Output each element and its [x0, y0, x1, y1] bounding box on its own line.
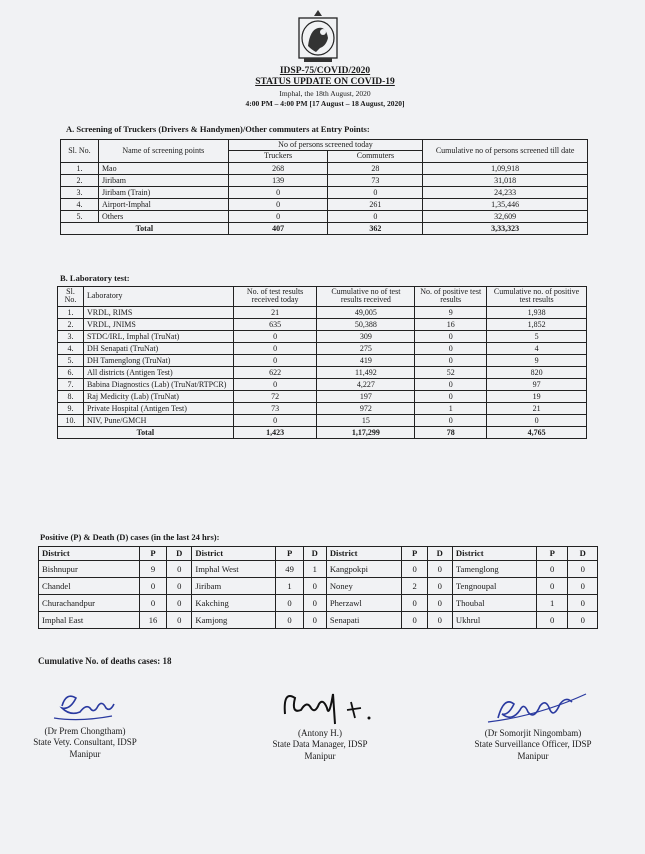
- positive-cell: 0: [536, 561, 568, 578]
- district-cell: Jiribam: [192, 578, 276, 595]
- col-positive-results: No. of positive test results: [415, 287, 487, 307]
- signatory-role: State Data Manager, IDSP: [272, 739, 368, 750]
- lab-cell: Private Hospital (Antigen Test): [83, 402, 233, 414]
- table-row: [39, 578, 598, 595]
- total-commuters: 362: [328, 222, 423, 234]
- total-cumulative: 1,17,299: [317, 426, 415, 438]
- positive-cell: 0: [415, 390, 487, 402]
- sl-cell: 9.: [58, 402, 84, 414]
- col-cumulative-screened: Cumulative no of persons screened till date: [423, 140, 588, 163]
- death-cell: 0: [427, 595, 452, 612]
- col-sl-no: Sl. No.: [61, 140, 99, 163]
- death-cell: 0: [167, 612, 192, 629]
- death-cell: 0: [303, 612, 326, 629]
- positive-cell: 0: [402, 612, 427, 629]
- lab-cell: DH Tamenglong (TruNat): [83, 354, 233, 366]
- total-cum-positive: 4,765: [487, 426, 587, 438]
- lab-cell: DH Senapati (TruNat): [83, 342, 233, 354]
- cumulative-cell: 50,388: [317, 318, 415, 330]
- signature-block-3: [438, 688, 628, 762]
- signatory-place: Manipur: [517, 750, 549, 761]
- positive-cell: 1: [276, 578, 303, 595]
- today-cell: 0: [233, 330, 317, 342]
- district-cell: Churachandpur: [39, 595, 140, 612]
- col-laboratory: Laboratory: [83, 287, 233, 307]
- sl-cell: 4.: [61, 198, 99, 210]
- handwritten-signature-icon: [255, 684, 385, 728]
- laboratory-table: [57, 286, 587, 439]
- positive-cell: 52: [415, 366, 487, 378]
- positive-cell: 0: [536, 578, 568, 595]
- signatory-role: State Vety. Consultant, IDSP: [33, 737, 137, 748]
- today-cell: 72: [233, 390, 317, 402]
- positive-cell: 2: [402, 578, 427, 595]
- table-row: [61, 210, 588, 222]
- cases-header-row: [39, 547, 598, 561]
- sl-cell: 1.: [58, 306, 84, 318]
- reference-number: IDSP-75/COVID/2020: [279, 66, 371, 76]
- col-cumulative-positive: Cumulative no. of positive test results: [487, 287, 587, 307]
- col-district: District: [326, 547, 402, 561]
- cumulative-cell: 4,227: [317, 378, 415, 390]
- total-label: Total: [58, 426, 234, 438]
- death-cell: 0: [568, 561, 598, 578]
- commuters-cell: 0: [328, 186, 423, 198]
- positive-cell: 0: [536, 612, 568, 629]
- col-death: D: [167, 547, 192, 561]
- lab-cell: VRDL, JNIMS: [83, 318, 233, 330]
- col-results-today: No. of test results received today: [233, 287, 317, 307]
- state-emblem-icon: [296, 8, 340, 66]
- death-cell: 0: [303, 578, 326, 595]
- positive-cell: 0: [415, 378, 487, 390]
- positive-cell: 16: [139, 612, 166, 629]
- col-truckers: Truckers: [228, 151, 328, 162]
- total-positive: 78: [415, 426, 487, 438]
- table-row: [61, 186, 588, 198]
- col-sl-no: Sl. No.: [58, 287, 84, 307]
- col-death: D: [568, 547, 598, 561]
- cumulative-cell: 32,609: [423, 210, 588, 222]
- death-cell: 0: [427, 578, 452, 595]
- col-district: District: [192, 547, 276, 561]
- cum-positive-cell: 19: [487, 390, 587, 402]
- table-row: [58, 378, 587, 390]
- truckers-cell: 268: [228, 162, 328, 174]
- sl-cell: 2.: [58, 318, 84, 330]
- positive-cell: 0: [415, 342, 487, 354]
- commuters-cell: 73: [328, 174, 423, 186]
- truckers-cell: 0: [228, 186, 328, 198]
- today-cell: 0: [233, 342, 317, 354]
- positive-cell: 1: [536, 595, 568, 612]
- death-cell: 0: [167, 561, 192, 578]
- cumulative-deaths: Cumulative No. of deaths cases: 18: [38, 656, 172, 666]
- district-cell: Ukhrul: [452, 612, 536, 629]
- table-row: [58, 402, 587, 414]
- section-a-title: A. Screening of Truckers (Drivers & Handymen)/Other commuters at Entry Points:: [66, 124, 370, 134]
- col-screened-today: No of persons screened today: [228, 140, 423, 151]
- section-c-title: Positive (P) & Death (D) cases (in the last 24 hrs):: [40, 532, 220, 542]
- col-commuters: Commuters: [328, 151, 423, 162]
- today-cell: 0: [233, 414, 317, 426]
- death-cell: 0: [167, 578, 192, 595]
- sl-cell: 6.: [58, 366, 84, 378]
- col-positive: P: [139, 547, 166, 561]
- signatory-name: (Dr Prem Chongtham): [44, 726, 126, 736]
- district-cell: Tengnoupal: [452, 578, 536, 595]
- positive-cell: 0: [276, 612, 303, 629]
- lab-cell: NIV, Pune/GMCH: [83, 414, 233, 426]
- district-cell: Chandel: [39, 578, 140, 595]
- positive-cell: 0: [415, 354, 487, 366]
- signatory-place: Manipur: [69, 748, 101, 759]
- district-cell: Kamjong: [192, 612, 276, 629]
- signature-block-1: [10, 688, 160, 760]
- cumulative-cell: 1,09,918: [423, 162, 588, 174]
- col-positive: P: [536, 547, 568, 561]
- section-b-title: B. Laboratory test:: [60, 273, 130, 283]
- positive-cell: 0: [415, 414, 487, 426]
- sl-cell: 3.: [61, 186, 99, 198]
- cumulative-cell: 972: [317, 402, 415, 414]
- death-cell: 0: [303, 595, 326, 612]
- today-cell: 0: [233, 378, 317, 390]
- col-positive: P: [402, 547, 427, 561]
- cum-positive-cell: 97: [487, 378, 587, 390]
- district-cell: Imphal East: [39, 612, 140, 629]
- table-row: [58, 330, 587, 342]
- dateline: Imphal, the 18th August, 2020: [279, 89, 371, 98]
- point-cell: Airport-Imphal: [98, 198, 228, 210]
- col-death: D: [303, 547, 326, 561]
- cumulative-cell: 275: [317, 342, 415, 354]
- col-district: District: [39, 547, 140, 561]
- point-cell: Jiribam (Train): [98, 186, 228, 198]
- signatory-place: Manipur: [304, 750, 336, 761]
- cum-positive-cell: 4: [487, 342, 587, 354]
- col-death: D: [427, 547, 452, 561]
- col-cumulative-results: Cumulative no of test results received: [317, 287, 415, 307]
- sl-cell: 4.: [58, 342, 84, 354]
- table-row: [61, 198, 588, 210]
- today-cell: 622: [233, 366, 317, 378]
- cum-positive-cell: 1,852: [487, 318, 587, 330]
- table-row: [58, 366, 587, 378]
- col-screening-point: Name of screening points: [98, 140, 228, 163]
- positive-cell: 0: [276, 595, 303, 612]
- point-cell: Mao: [98, 162, 228, 174]
- handwritten-signature-icon: [40, 688, 130, 726]
- reporting-period: 4:00 PM – 4:00 PM [17 August – 18 August, 2020]: [245, 99, 405, 108]
- death-cell: 1: [303, 561, 326, 578]
- cumulative-cell: 49,005: [317, 306, 415, 318]
- cum-positive-cell: 0: [487, 414, 587, 426]
- cumulative-cell: 309: [317, 330, 415, 342]
- sl-cell: 10.: [58, 414, 84, 426]
- total-row: [58, 426, 587, 438]
- positive-cell: 9: [139, 561, 166, 578]
- total-truckers: 407: [228, 222, 328, 234]
- death-cell: 0: [427, 561, 452, 578]
- sl-cell: 2.: [61, 174, 99, 186]
- sl-cell: 8.: [58, 390, 84, 402]
- truckers-cell: 0: [228, 198, 328, 210]
- today-cell: 21: [233, 306, 317, 318]
- district-cell: Kakching: [192, 595, 276, 612]
- district-cell: Thoubal: [452, 595, 536, 612]
- cumulative-cell: 1,35,446: [423, 198, 588, 210]
- cum-positive-cell: 820: [487, 366, 587, 378]
- total-today: 1,423: [233, 426, 317, 438]
- table-row: [58, 306, 587, 318]
- table-row: [39, 595, 598, 612]
- positive-cell: 0: [415, 330, 487, 342]
- cumulative-cell: 197: [317, 390, 415, 402]
- death-cell: 0: [568, 612, 598, 629]
- table-row: [58, 354, 587, 366]
- point-cell: Others: [98, 210, 228, 222]
- screening-table: [60, 139, 588, 235]
- cum-positive-cell: 21: [487, 402, 587, 414]
- table-row: [58, 414, 587, 426]
- table-row: [39, 561, 598, 578]
- truckers-cell: 139: [228, 174, 328, 186]
- signatory-name: (Antony H.): [298, 728, 342, 738]
- death-cell: 0: [568, 595, 598, 612]
- today-cell: 73: [233, 402, 317, 414]
- positive-cell: 0: [402, 595, 427, 612]
- col-district: District: [452, 547, 536, 561]
- table-row: [39, 612, 598, 629]
- point-cell: Jiribam: [98, 174, 228, 186]
- death-cell: 0: [167, 595, 192, 612]
- positive-cell: 0: [402, 561, 427, 578]
- table-row: [58, 342, 587, 354]
- district-cell: Kangpokpi: [326, 561, 402, 578]
- positive-cell: 0: [139, 595, 166, 612]
- cum-positive-cell: 5: [487, 330, 587, 342]
- col-positive: P: [276, 547, 303, 561]
- today-cell: 0: [233, 354, 317, 366]
- lab-cell: Babina Diagnostics (Lab) (TruNat/RTPCR): [83, 378, 233, 390]
- document-title: STATUS UPDATE ON COVID-19: [255, 77, 395, 87]
- table-row: [61, 162, 588, 174]
- truckers-cell: 0: [228, 210, 328, 222]
- signatory-role: State Surveillance Officer, IDSP: [474, 739, 592, 750]
- lab-cell: STDC/IRL, Imphal (TruNat): [83, 330, 233, 342]
- sl-cell: 3.: [58, 330, 84, 342]
- total-row: [61, 222, 588, 234]
- lab-cell: VRDL, RIMS: [83, 306, 233, 318]
- district-cell: Imphal West: [192, 561, 276, 578]
- signature-block-2: [240, 684, 400, 762]
- cumulative-cell: 31,018: [423, 174, 588, 186]
- district-cell: Pherzawl: [326, 595, 402, 612]
- cumulative-cell: 11,492: [317, 366, 415, 378]
- district-cases-table: [38, 546, 598, 629]
- cumulative-cell: 15: [317, 414, 415, 426]
- positive-cell: 0: [139, 578, 166, 595]
- signatory-name: (Dr Somorjit Ningombam): [484, 728, 582, 738]
- sl-cell: 7.: [58, 378, 84, 390]
- table-row: [61, 174, 588, 186]
- lab-cell: All districts (Antigen Test): [83, 366, 233, 378]
- cumulative-cell: 24,233: [423, 186, 588, 198]
- cum-positive-cell: 1,938: [487, 306, 587, 318]
- total-label: Total: [61, 222, 229, 234]
- district-cell: Senapati: [326, 612, 402, 629]
- positive-cell: 16: [415, 318, 487, 330]
- handwritten-signature-icon: [458, 688, 608, 728]
- commuters-cell: 0: [328, 210, 423, 222]
- death-cell: 0: [427, 612, 452, 629]
- district-cell: Noney: [326, 578, 402, 595]
- table-row: [58, 318, 587, 330]
- commuters-cell: 261: [328, 198, 423, 210]
- positive-cell: 1: [415, 402, 487, 414]
- district-cell: Tamenglong: [452, 561, 536, 578]
- cum-positive-cell: 9: [487, 354, 587, 366]
- sl-cell: 5.: [61, 210, 99, 222]
- table-row: [58, 390, 587, 402]
- lab-cell: Raj Medicity (Lab) (TruNat): [83, 390, 233, 402]
- positive-cell: 49: [276, 561, 303, 578]
- commuters-cell: 28: [328, 162, 423, 174]
- death-cell: 0: [568, 578, 598, 595]
- sl-cell: 1.: [61, 162, 99, 174]
- total-cumulative: 3,33,323: [423, 222, 588, 234]
- sl-cell: 5.: [58, 354, 84, 366]
- today-cell: 635: [233, 318, 317, 330]
- cumulative-cell: 419: [317, 354, 415, 366]
- district-cell: Bishnupur: [39, 561, 140, 578]
- positive-cell: 9: [415, 306, 487, 318]
